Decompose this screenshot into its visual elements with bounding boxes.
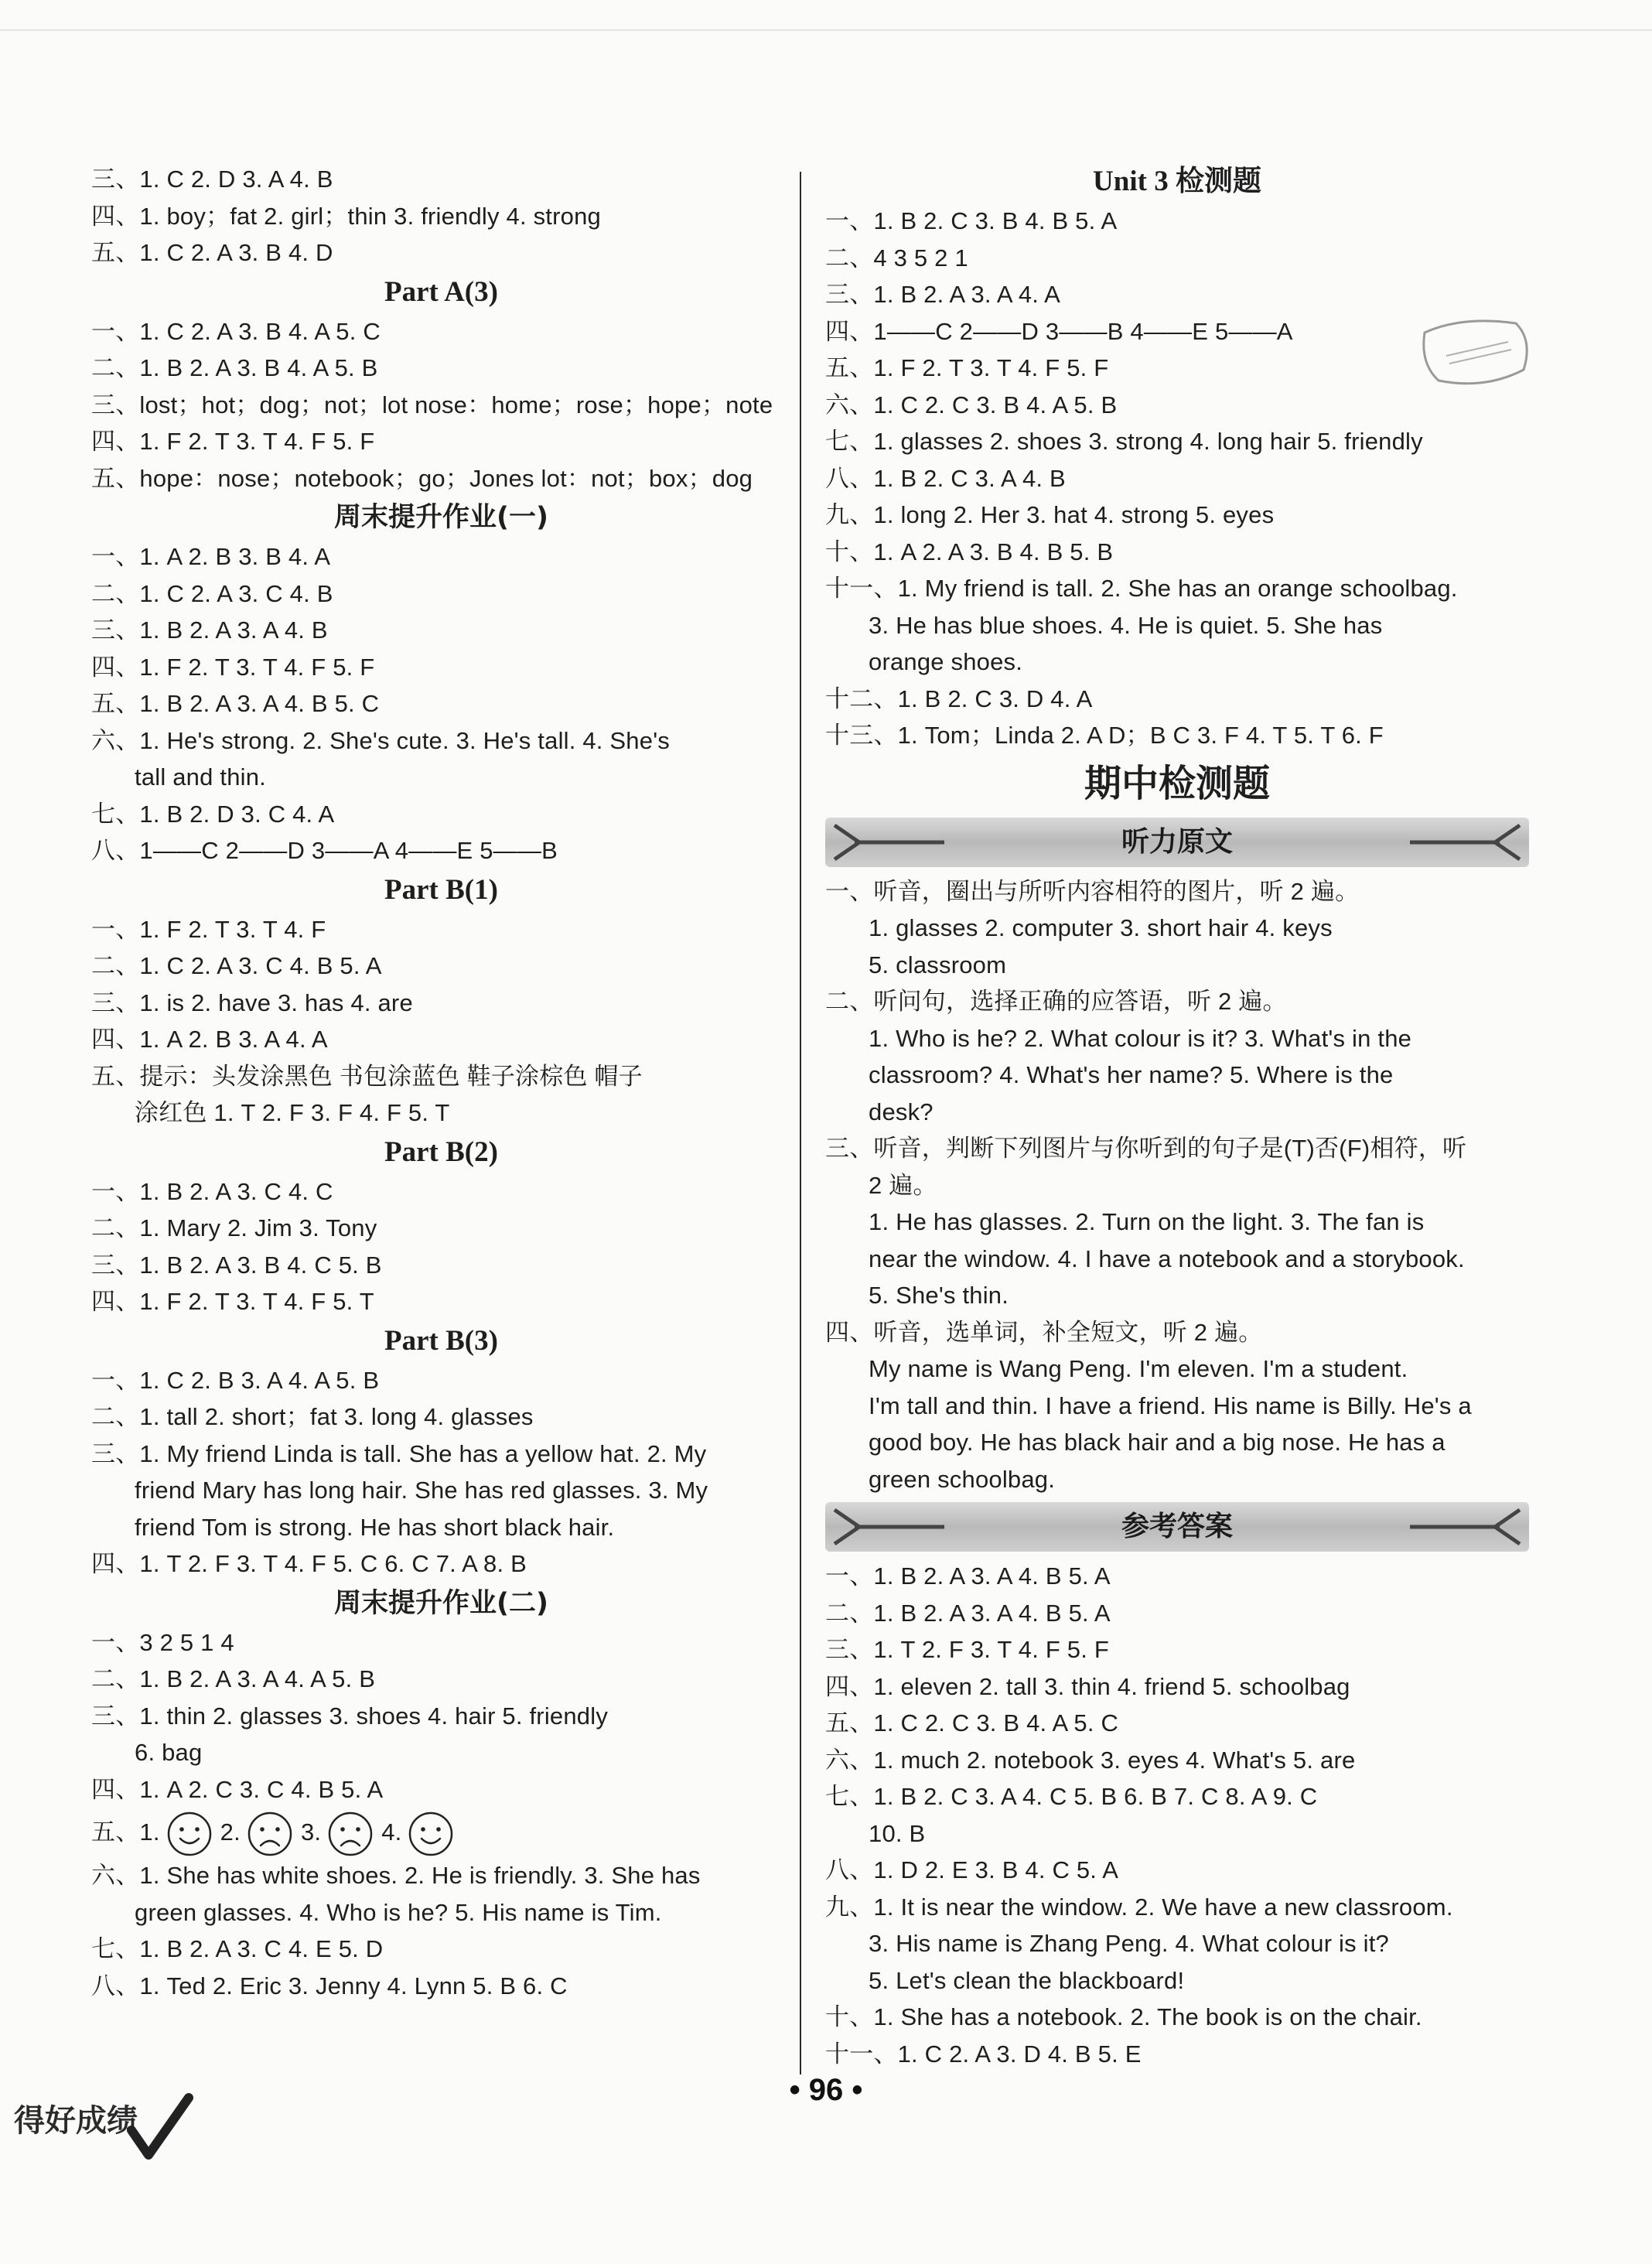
answer-line-continued: 5. classroom [869, 951, 1007, 978]
homework-stamp-icon [1415, 309, 1539, 394]
answer-line: 四、1. boy；fat 2. girl；thin 3. friendly 4. strong [91, 202, 601, 230]
answer-line: 二、1. B 2. A 3. A 4. A 5. B [91, 1665, 376, 1692]
answer-line: 二、1. C 2. A 3. C 4. B [91, 579, 333, 607]
answer-line: 七、1. B 2. D 3. C 4. A [91, 800, 335, 828]
sad-face-icon [327, 1811, 374, 1857]
answer-line-continued: green schoolbag. [869, 1465, 1056, 1493]
answer-line: 三、1. B 2. A 3. A 4. A [825, 281, 1061, 308]
answer-line: 九、1. long 2. Her 3. hat 4. strong 5. eyes [825, 501, 1275, 528]
answer-line: 十、1. She has a notebook. 2. The book is on the chair. [825, 2003, 1422, 2030]
answer-line: 四、1. F 2. T 3. T 4. F 5. F [91, 428, 375, 455]
answer-line-continued: friend Tom is strong. He has short black hair. [135, 1513, 615, 1541]
face-item-number: 3. [300, 1818, 322, 1846]
answer-line: 三、听音，判断下列图片与你听到的句子是(T)否(F)相符，听 [825, 1135, 1467, 1162]
answer-line-continued: 涂红色 1. T 2. F 3. F 4. F 5. T [135, 1099, 450, 1126]
answer-line: 二、1. Mary 2. Jim 3. Tony [91, 1214, 377, 1241]
answer-line: 一、听音，圈出与所听内容相符的图片，听 2 遍。 [825, 877, 1360, 905]
answer-line: 一、1. C 2. A 3. B 4. A 5. C [91, 317, 381, 345]
answer-line: 三、1. B 2. A 3. B 4. C 5. B [91, 1251, 382, 1279]
brand-text: 得好成绩 [14, 2103, 138, 2139]
section-heading: Part B(1) [384, 873, 498, 906]
answer-line-continued: 5. She's thin. [869, 1282, 1009, 1309]
answer-line-continued: 5. Let's clean the blackboard! [869, 1966, 1185, 1994]
answer-line: 一、1. B 2. A 3. C 4. C [91, 1177, 333, 1205]
answer-line: 五、hope：nose；notebook；go；Jones lot：not；box；dog [91, 464, 753, 492]
answer-line: 一、1. B 2. A 3. A 4. B 5. A [825, 1562, 1111, 1590]
answer-line-continued: 10. B [869, 1819, 926, 1847]
answer-line: 四、1. F 2. T 3. T 4. F 5. T [91, 1288, 374, 1315]
question-label: 五、 [91, 1818, 140, 1846]
section-banner [825, 1502, 1529, 1552]
banner-left-arrow-icon [831, 822, 947, 862]
answer-line: 五、1. C 2. A 3. B 4. D [91, 239, 333, 266]
answer-line: 一、1. F 2. T 3. T 4. F [91, 915, 326, 943]
answer-line: 七、1. glasses 2. shoes 3. strong 4. long hair 5. friendly [825, 428, 1423, 455]
answer-line-continued: My name is Wang Peng. I'm eleven. I'm a student. [869, 1355, 1408, 1382]
happy-face-icon [166, 1811, 213, 1857]
banner-title: 听力原文 [1121, 825, 1233, 858]
answer-line: 四、1——C 2——D 3——B 4——E 5——A [825, 317, 1293, 345]
answer-line: 十一、1. C 2. A 3. D 4. B 5. E [825, 2040, 1142, 2068]
answer-line: 八、1——C 2——D 3——A 4——E 5——B [91, 837, 558, 864]
answer-line: 十三、1. Tom；Linda 2. A D；B C 3. F 4. T 5. T 6. F [825, 722, 1384, 749]
answer-line: 三、1. T 2. F 3. T 4. F 5. F [825, 1636, 1109, 1663]
page-number: • 96 • [789, 2073, 863, 2107]
answer-line: 二、4 3 5 2 1 [825, 244, 968, 271]
face-item-number: 4. [381, 1818, 402, 1846]
answer-line-continued: 6. bag [135, 1739, 203, 1766]
answer-line: 八、1. B 2. C 3. A 4. B [825, 464, 1066, 492]
answer-line: 三、1. is 2. have 3. has 4. are [91, 989, 413, 1016]
answer-line-continued: orange shoes. [869, 648, 1023, 675]
answer-line: 一、1. A 2. B 3. B 4. A [91, 543, 331, 570]
faces-answer-row [91, 1808, 791, 1857]
answer-line-continued: classroom? 4. What's her name? 5. Where is the [869, 1061, 1394, 1088]
answer-line: 七、1. B 2. C 3. A 4. C 5. B 6. B 7. C 8. A 9. C [825, 1783, 1318, 1810]
answer-line-continued: green glasses. 4. Who is he? 5. His name is Tim. [135, 1898, 662, 1926]
answer-line: 二、1. B 2. A 3. A 4. B 5. A [825, 1599, 1111, 1627]
column-divider [800, 172, 801, 2074]
answer-line: 五、1. F 2. T 3. T 4. F 5. F [825, 354, 1109, 381]
answer-line-continued: 2 遍。 [869, 1171, 937, 1199]
answer-line-continued: 3. His name is Zhang Peng. 4. What colour is it? [869, 1930, 1389, 1957]
answer-line: 六、1. She has white shoes. 2. He is friendly. 3. She has [91, 1862, 701, 1889]
answer-line-continued: good boy. He has black hair and a big nose. He has a [869, 1429, 1446, 1456]
banner-right-arrow-icon [1407, 1507, 1523, 1547]
face-item-number: 1. [139, 1818, 160, 1846]
answer-line: 五、1. C 2. C 3. B 4. A 5. C [825, 1709, 1119, 1736]
answer-line: 六、1. He's strong. 2. She's cute. 3. He's tall. 4. She's [91, 726, 671, 754]
sad-face-icon [247, 1811, 293, 1857]
section-heading: 周末提升作业(二) [334, 1587, 548, 1619]
answer-line: 四、1. A 2. C 3. C 4. B 5. A [91, 1775, 384, 1803]
left-column [91, 161, 791, 2004]
section-heading: Part B(3) [384, 1324, 498, 1357]
answer-line: 四、1. A 2. B 3. A 4. A [91, 1026, 328, 1053]
answer-line-continued: desk? [869, 1098, 934, 1125]
answer-line-continued: 1. glasses 2. computer 3. short hair 4. keys [869, 914, 1333, 941]
answer-line: 四、1. T 2. F 3. T 4. F 5. C 6. C 7. A 8. B [91, 1550, 527, 1577]
answer-line: 一、3 2 5 1 4 [91, 1628, 234, 1656]
top-rule [0, 29, 1652, 31]
answer-line: 一、1. B 2. C 3. B 4. B 5. A [825, 207, 1118, 234]
answer-line: 十、1. A 2. A 3. B 4. B 5. B [825, 538, 1114, 565]
right-column [825, 161, 1529, 2072]
answer-line: 四、1. eleven 2. tall 3. thin 4. friend 5. schoolbag [825, 1672, 1350, 1700]
test-title: 期中检测题 [1084, 761, 1270, 805]
answer-line: 六、1. C 2. C 3. B 4. A 5. B [825, 391, 1118, 418]
answer-line: 一、1. C 2. B 3. A 4. A 5. B [91, 1366, 380, 1394]
answer-line: 二、1. B 2. A 3. B 4. A 5. B [91, 354, 378, 381]
answer-line: 二、1. tall 2. short；fat 3. long 4. glasses [91, 1403, 534, 1430]
answer-line-continued: 3. He has blue shoes. 4. He is quiet. 5. She has [869, 611, 1383, 639]
answer-line: 六、1. much 2. notebook 3. eyes 4. What's 5. are [825, 1746, 1356, 1774]
face-item-number: 2. [220, 1818, 241, 1846]
answer-line: 九、1. It is near the window. 2. We have a new classroom. [825, 1893, 1453, 1921]
answer-line: 三、1. thin 2. glasses 3. shoes 4. hair 5. friendly [91, 1702, 609, 1730]
section-heading: 周末提升作业(一) [334, 502, 548, 533]
answer-line: 七、1. B 2. A 3. C 4. E 5. D [91, 1935, 384, 1962]
answer-line: 二、1. C 2. A 3. C 4. B 5. A [91, 952, 382, 979]
section-banner [825, 818, 1529, 867]
answer-line: 三、lost；hot；dog；not；lot nose：home；rose；hope；note [91, 391, 773, 418]
answer-line: 五、提示：头发涂黑色 书包涂蓝色 鞋子涂棕色 帽子 [91, 1062, 643, 1090]
answer-line-continued: tall and thin. [135, 763, 266, 791]
section-heading: Part A(3) [384, 275, 498, 308]
banner-right-arrow-icon [1407, 822, 1523, 862]
answer-line-continued: near the window. 4. I have a notebook and a storybook. [869, 1245, 1465, 1272]
answer-line: 四、听音，选单词，补全短文，听 2 遍。 [825, 1318, 1263, 1346]
answer-line: 八、1. D 2. E 3. B 4. C 5. A [825, 1856, 1119, 1883]
answer-line: 二、听问句，选择正确的应答语，听 2 遍。 [825, 988, 1287, 1015]
answer-line: 四、1. F 2. T 3. T 4. F 5. F [91, 653, 375, 681]
answer-line: 三、1. B 2. A 3. A 4. B [91, 616, 328, 644]
answer-line-continued: I'm tall and thin. I have a friend. His name is Billy. He's a [869, 1392, 1472, 1419]
banner-left-arrow-icon [831, 1507, 947, 1547]
answer-line: 十一、1. My friend is tall. 2. She has an orange schoolbag. [825, 575, 1458, 602]
answer-line: 三、1. My friend Linda is tall. She has a yellow hat. 2. My [91, 1439, 707, 1467]
answer-line-continued: friend Mary has long hair. She has red glasses. 3. My [135, 1477, 708, 1504]
happy-face-icon [408, 1811, 454, 1857]
banner-title: 参考答案 [1121, 1511, 1233, 1542]
answer-line-continued: 1. He has glasses. 2. Turn on the light. 3. The fan is [869, 1208, 1425, 1235]
answer-line: 十二、1. B 2. C 3. D 4. A [825, 685, 1093, 712]
answer-line: 八、1. Ted 2. Eric 3. Jenny 4. Lynn 5. B 6. C [91, 1972, 568, 1999]
section-heading: Unit 3 检测题 [1093, 166, 1261, 197]
answer-line: 五、1. B 2. A 3. A 4. B 5. C [91, 690, 380, 717]
answer-line-continued: 1. Who is he? 2. What colour is it? 3. What's in the [869, 1024, 1412, 1052]
answer-line: 三、1. C 2. D 3. A 4. B [91, 166, 333, 193]
section-heading: Part B(2) [384, 1135, 498, 1168]
